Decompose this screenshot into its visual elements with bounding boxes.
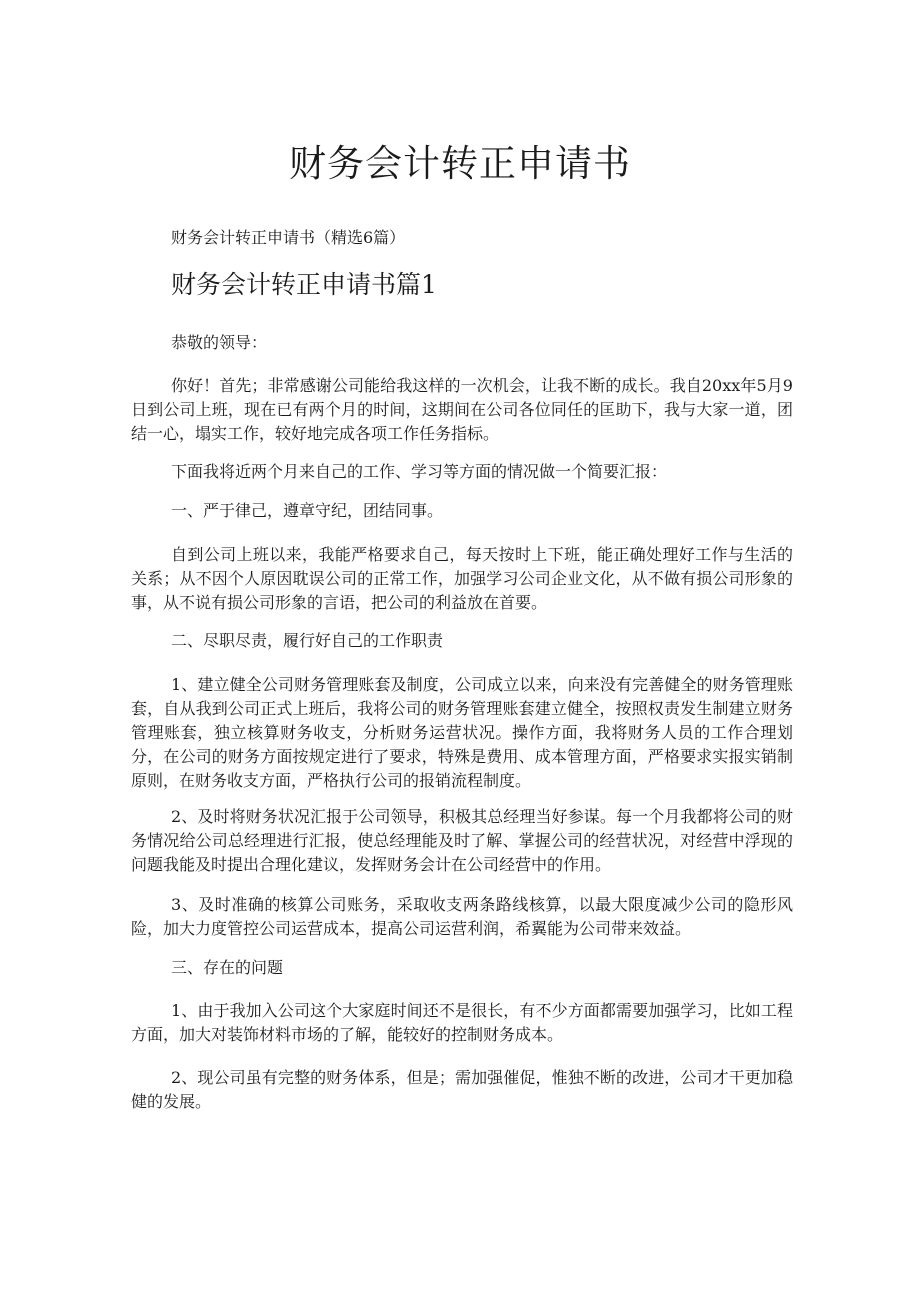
section-heading: 财务会计转正申请书篇1: [171, 270, 437, 299]
document-subtitle: 财务会计转正申请书（精选6篇）: [171, 228, 406, 247]
heading-item-3: 三、存在的问题: [171, 958, 284, 977]
paragraph-intro: 你好！首先；非常感谢公司能给我这样的一次机会，让我不断的成长。我自20xx年5月9日到公司上班，现在已有两个月的时间，这期间在公司各位同任的匡助下，我与大家一道，团结一心，塌实工作，较好地完成各项工作任务指标。: [131, 376, 793, 443]
heading-item-2: 二、尽职尽责，履行好自己的工作职责: [171, 631, 444, 650]
paragraph-discipline: 自到公司上班以来，我能严格要求自己，每天按时上下班，能正确处理好工作与生活的关系；从不因个人原因耽误公司的正常工作，加强学习公司企业文化，从不做有损公司形象的事，从不说有损公司形象的言语，把公司的利益放在首要。: [131, 545, 793, 612]
paragraph-duty-1: 1、建立健全公司财务管理账套及制度，公司成立以来，向来没有完善健全的财务管理账套，自从我到公司正式上班后，我将公司的财务管理账套建立健全，按照权责发生制建立财务管理账套，独立核算财务收支，分析财务运营状况。操作方面，我将财务人员的工作合理划分，在公司的财务方面按规定进行了要求，特殊是费用、成本管理方面，严格要求实报实销制原则，在财务收支方面，严格执行公司的报销流程制度。: [131, 675, 793, 790]
paragraph-duty-2: 2、及时将财务状况汇报于公司领导，积极其总经理当好参谋。每一个月我都将公司的财务情况给公司总经理进行汇报，使总经理能及时了解、掌握公司的经营状况，对经营中浮现的问题我能及时提出合理化建议，发挥财务会计在公司经营中的作用。: [131, 807, 793, 874]
document-title: 财务会计转正申请书: [289, 142, 631, 185]
paragraph-duty-3: 3、及时准确的核算公司账务，采取收支两条路线核算，以最大限度减少公司的隐形风险，加大力度管控公司运营成本，提高公司运营利润，希翼能为公司带来效益。: [131, 895, 793, 938]
paragraph-issue-1: 1、由于我加入公司这个大家庭时间还不是很长，有不少方面都需要加强学习，比如工程方面，加大对装饰材料市场的了解，能较好的控制财务成本。: [131, 1001, 793, 1044]
heading-item-1: 一、严于律己，遵章守纪，团结同事。: [171, 501, 444, 520]
salutation: 恭敬的领导：: [171, 333, 268, 352]
paragraph-report-lead: 下面我将近两个月来自己的工作、学习等方面的情况做一个简要汇报：: [171, 462, 668, 481]
paragraph-issue-2: 2、现公司虽有完整的财务体系，但是；需加强催促，惟独不断的改进，公司才干更加稳健的发展。: [131, 1068, 793, 1111]
